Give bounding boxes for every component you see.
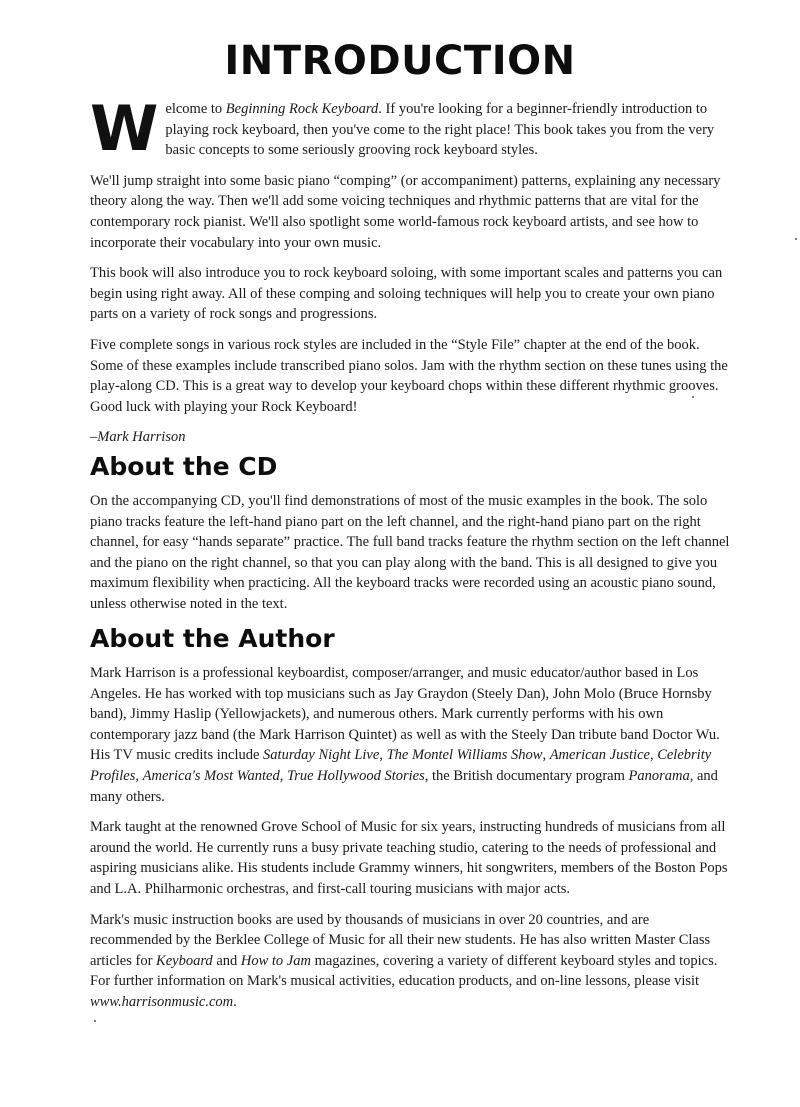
stray-dot: [795, 238, 797, 240]
drop-cap: W: [90, 92, 159, 165]
separator: ,: [542, 747, 550, 764]
author-paragraph-1: [90, 663, 730, 807]
separator: ,: [649, 747, 658, 764]
separator: and: [212, 952, 241, 969]
author-signature: –Mark Harrison: [90, 429, 186, 446]
about-cd-paragraph: On the accompanying CD, you'll find demonstrations of most of the music examples in the book. The solo piano tracks feature the left-hand piano part on the left channel, and the right-hand piano part on the right channel, for easy “hands separate” practice. The full band tracks feature the rhythm section on the left channel and the piano on the right channel, so that you can play along with the band. This is all designed to give you maximum flexibility when practicing. All the keyboard tracks were recorded using an acoustic piano sound, unless otherwise noted in the text.: [90, 493, 730, 612]
about-cd-heading: About the CD: [90, 452, 278, 481]
intro-paragraph-1: [90, 92, 730, 165]
introduction-body: [90, 92, 730, 458]
book-title: Beginning Rock Keyboard: [225, 101, 379, 117]
stray-dot: [94, 1020, 96, 1022]
show-title: America's Most Wanted: [142, 767, 280, 784]
magazine-title: How to Jam: [240, 952, 311, 969]
show-title: True Hollywood Stories: [286, 767, 425, 784]
stray-dot: [692, 396, 694, 398]
author-p3-start: Mark's music instruction books are used by thousands of musicians in over 20 countries, and are recommended by the Berklee College of Music for all their new students. He has also written Master Class articles for: [90, 911, 711, 969]
author-p3-end: .: [233, 993, 237, 1010]
page-title: INTRODUCTION: [224, 38, 576, 84]
show-title: Panorama: [628, 767, 690, 784]
author-p1-mid: , the British documentary program: [424, 767, 629, 784]
separator: ,: [379, 747, 387, 764]
about-author-body: [90, 663, 730, 1023]
intro-paragraph-3: This book will also introduce you to rock keyboard soloing, with some important scales and patterns you can begin using right away. All of these comping and soloing techniques will help you to create your own piano parts on a variety of rock songs and progressions.: [90, 265, 723, 323]
author-p1-start: Mark Harrison is a professional keyboardist, composer/arranger, and music educator/author based in Los Angeles. He has worked with top musicians such as Jay Graydon (Steely Dan), John Molo (Bruce Hornsby band), Jimmy Haslip (Yellowjackets), and numerous others. Mark currently performs with his own contemporary jazz band (the Mark Harrison Quintet) as well as with the Steely Dan tribute band Doctor Wu. His TV music credits include: [90, 665, 720, 764]
show-title: Celebrity Profiles: [90, 747, 712, 784]
intro-paragraph-4: Five complete songs in various rock styles are included in the “Style File” chapter at the end of the book. Some of these examples include transcribed piano solos. Jam with the rhythm section on these tunes using the play-along CD. This is a great way to develop your keyboard chops within these different rhythmic grooves. Good luck with playing your Rock Keyboard!: [90, 336, 728, 415]
intro-p1-rest: . If you're looking for a beginner-friendly introduction to playing rock keyboard, then you've come to the right place! This book takes you from the very basic concepts to some seriously grooving rock keyboard styles.: [165, 101, 715, 159]
author-paragraph-2: Mark taught at the renowned Grove School of Music for six years, instructing hundreds of musicians from all around the world. He currently runs a busy private teaching studio, catering to the needs of professional and aspiring musicians alike. His students include Grammy winners, hit songwriters, members of the Boston Pops and L.A. Philharmonic orchestras, and first-call touring musicians with major acts.: [90, 819, 728, 897]
separator: ,: [135, 767, 143, 784]
author-p1-end: , and many others.: [90, 767, 718, 805]
author-paragraph-3: [90, 910, 730, 1013]
show-title: The Montel Williams Show: [386, 747, 543, 764]
website-link[interactable]: www.harrisonmusic.com: [90, 993, 234, 1010]
about-author-heading: About the Author: [90, 624, 335, 653]
separator: ,: [279, 767, 287, 784]
intro-paragraph-2: We'll jump straight into some basic piano “comping” (or accompaniment) patterns, explaining any necessary theory along the way. Then we'll add some voicing techniques and rhythmic patterns that are vital for the contemporary rock pianist. We'll also spotlight some world-famous rock keyboard artists, and see how to incorporate their vocabulary into your own music.: [90, 172, 721, 251]
intro-p1-start: elcome to: [165, 101, 226, 117]
show-title: American Justice: [549, 747, 650, 764]
author-p3-mid: magazines, covering a variety of different keyboard styles and topics. For further information on Mark's musical activities, education products, and on-line lessons, please visit: [90, 952, 718, 990]
show-title: Saturday Night Live: [263, 747, 380, 764]
about-cd-body: [90, 491, 730, 625]
magazine-title: Keyboard: [156, 952, 213, 969]
